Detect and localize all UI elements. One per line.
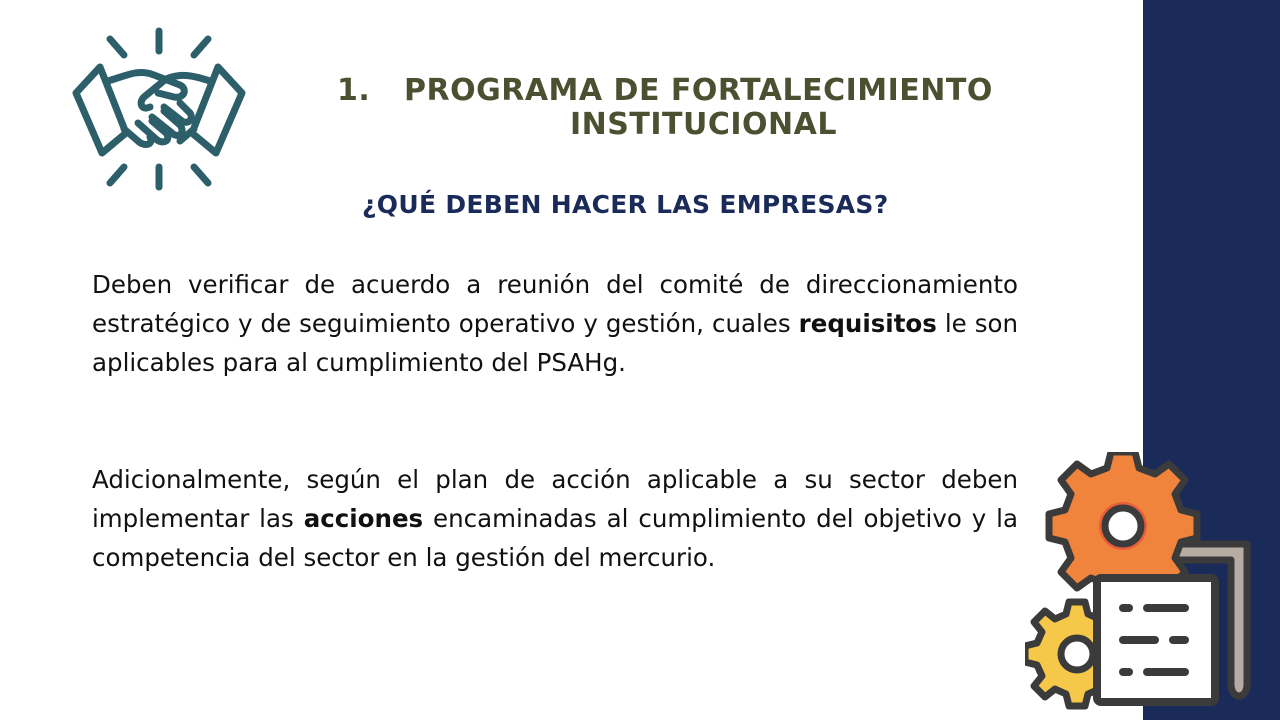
paragraph-2-text-a: Adicionalmente, según el plan de acción aplicable a su sector deben implementar las xyxy=(92,465,1018,533)
title-line-2: INSTITUCIONAL xyxy=(570,107,837,142)
paragraph-2 xyxy=(92,460,1018,577)
title-line-1: PROGRAMA DE FORTALECIMIENTO xyxy=(404,73,993,108)
section-subtitle: ¿QUÉ DEBEN HACER LAS EMPRESAS? xyxy=(362,190,889,219)
paragraph-2-bold: acciones xyxy=(303,504,424,533)
handshake-icon xyxy=(68,25,250,193)
paragraph-1-text-a: Deben verificar de acuerdo a reunión del comité de direccionamiento estratégico y de seguimiento operativo y gestión, cuales xyxy=(92,270,1018,338)
paragraph-2-text-b: encaminadas al cumplimiento del objetivo y la competencia del sector en la gestión del mercurio. xyxy=(92,504,1018,572)
paragraph-1-bold: requisitos xyxy=(798,309,937,338)
gears-document-icon xyxy=(1025,452,1265,714)
paragraph-1 xyxy=(92,265,1018,382)
paragraph-1-text-b: le son aplicables para al cumplimiento del PSAHg. xyxy=(92,309,1018,377)
title-number: 1. xyxy=(337,73,371,108)
